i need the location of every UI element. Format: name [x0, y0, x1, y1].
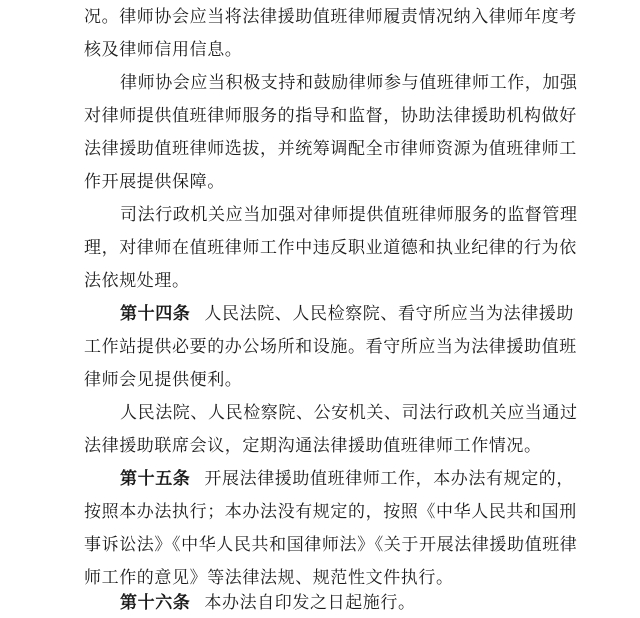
text-line: 法律援助联席会议，定期沟通法律援助值班律师工作情况。: [84, 436, 542, 456]
text-line: 师工作的意见》等法律法规、规范性文件执行。: [84, 568, 454, 588]
text-line: 对律师提供值班律师服务的指导和监督，协助法律援助机构做好: [84, 106, 577, 126]
article-15-heading-line: 第十五条 开展法律援助值班律师工作，本办法有规定的，: [120, 469, 575, 489]
text-line: 律师会见提供便利。: [84, 370, 243, 390]
text-line: 工作站提供必要的办公场所和设施。看守所应当为法律援助值班: [84, 337, 577, 357]
paragraph-first-line: 律师协会应当积极支持和鼓励律师参与值班律师工作，加强: [120, 73, 578, 93]
text-line: 作开展提供保障。: [84, 172, 225, 192]
text-line: 核及律师信用信息。: [84, 40, 243, 60]
text-line: 事诉讼法》《中华人民共和国律师法》《关于开展法律援助值班律: [84, 535, 578, 555]
article-number: 第十六条: [120, 593, 191, 613]
paragraph-first-line: 人民法院、人民检察院、公安机关、司法行政机关应当通过: [120, 403, 578, 423]
article-16-heading-line: 第十六条 本办法自印发之日起施行。: [120, 593, 416, 613]
article-14-heading-line: 第十四条 人民法院、人民检察院、看守所应当为法律援助: [120, 304, 575, 324]
text-line: 法依规处理。: [84, 271, 190, 291]
article-number: 第十五条: [120, 469, 191, 489]
article-number: 第十四条: [120, 304, 191, 324]
text-line: 法律援助值班律师选拔，并统筹调配全市律师资源为值班律师工: [84, 139, 577, 159]
text-line: 按照本办法执行；本办法没有规定的，按照《中华人民共和国刑: [84, 502, 577, 522]
text-line: 况。律师协会应当将法律援助值班律师履责情况纳入律师年度考: [84, 7, 577, 27]
text-line: 理，对律师在值班律师工作中违反职业道德和执业纪律的行为依: [84, 238, 577, 258]
paragraph-first-line: 司法行政机关应当加强对律师提供值班律师服务的监督管理: [120, 205, 578, 225]
